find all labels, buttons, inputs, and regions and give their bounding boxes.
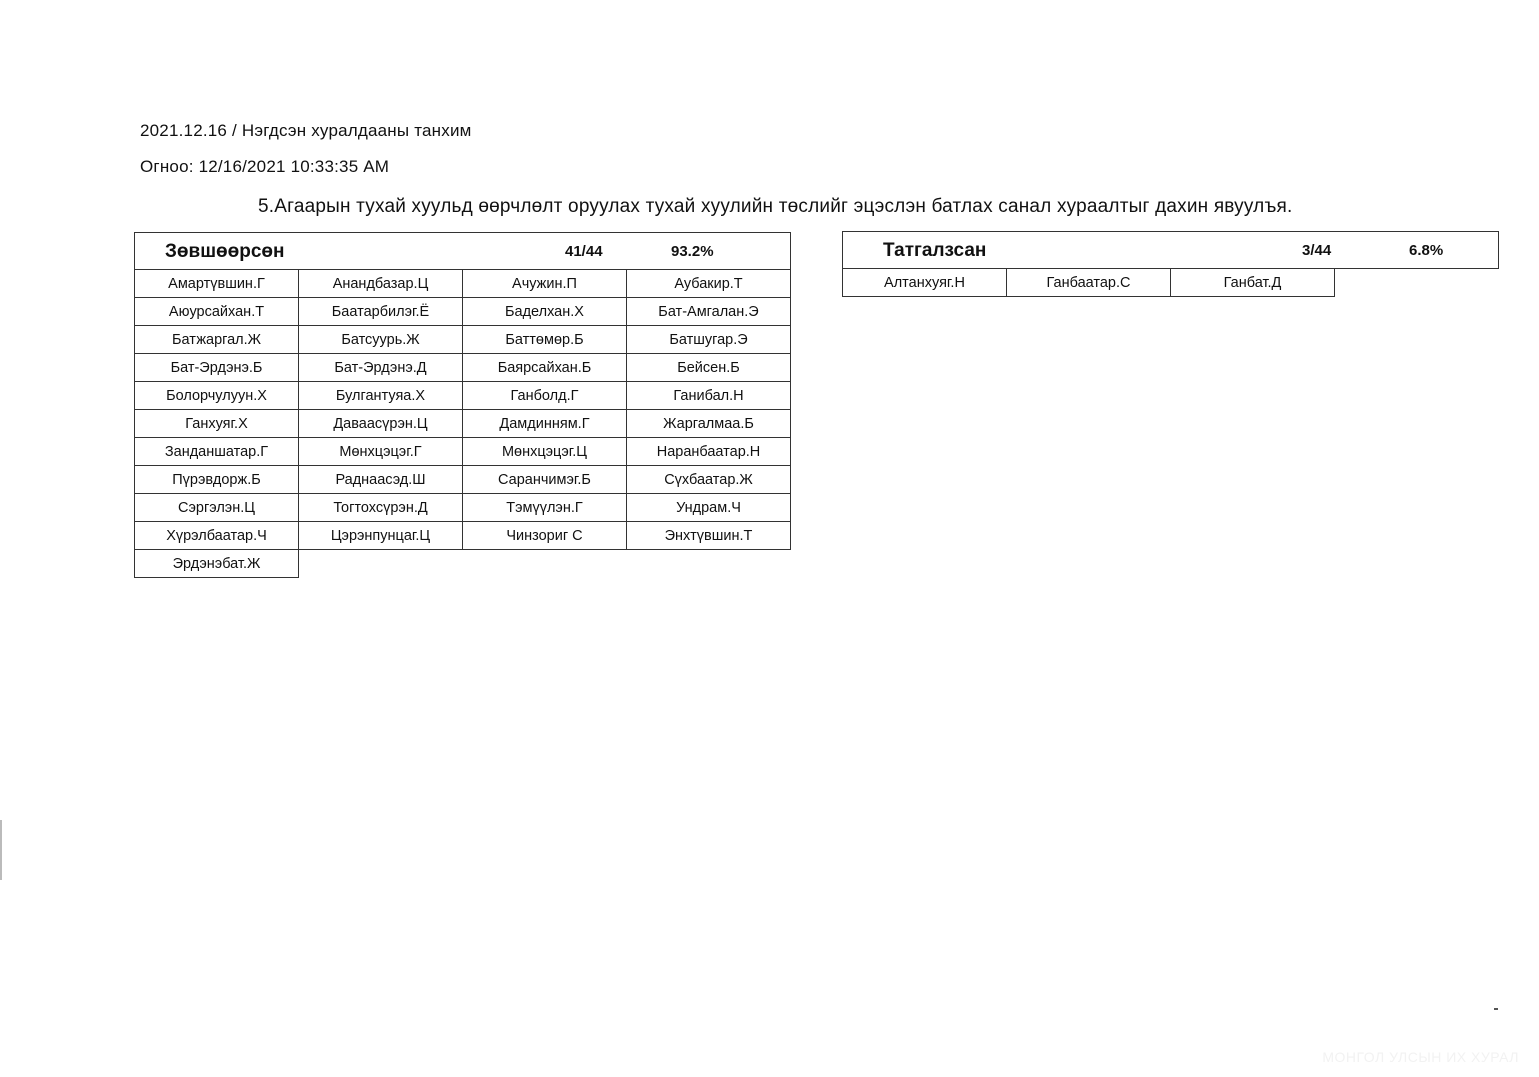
member-name-cell: Ганболд.Г <box>463 382 627 410</box>
member-name-cell: Тогтохсүрэн.Д <box>299 494 463 522</box>
member-name-cell: Наранбаатар.Н <box>627 438 791 466</box>
member-name-cell: Раднаасэд.Ш <box>299 466 463 494</box>
rejected-percent: 6.8% <box>1409 242 1444 259</box>
member-name-cell: Булгантуяа.Х <box>299 382 463 410</box>
watermark-text: МОНГОЛ УЛСЫН ИХ ХУРАЛ <box>1322 1049 1519 1065</box>
member-name-cell: Аубакир.Т <box>627 270 791 298</box>
member-name-cell: Мөнхцэцэг.Ц <box>463 438 627 466</box>
empty-cell <box>1335 269 1499 297</box>
agenda-title: 5.Агаарын тухай хуульд өөрчлөлт оруулах тухай хуулийн төслийг эцэслэн батлах санал хураалтыг дахин явуулъя. <box>258 196 1293 217</box>
member-name-cell: Сүхбаатар.Ж <box>627 466 791 494</box>
member-name-cell: Батшугар.Э <box>627 326 791 354</box>
member-name-cell: Ганбаатар.С <box>1007 269 1171 297</box>
approved-label: Зөвшөөрсөн <box>165 241 285 262</box>
name-row <box>135 494 791 522</box>
member-name-cell: Занданшатар.Г <box>135 438 299 466</box>
name-row <box>135 550 791 578</box>
member-name-cell: Ачужин.П <box>463 270 627 298</box>
member-name-cell: Чинзориг С <box>463 522 627 550</box>
approved-percent: 93.2% <box>671 243 714 260</box>
approved-header <box>135 233 791 270</box>
member-name-cell: Бат-Эрдэнэ.Д <box>299 354 463 382</box>
member-name-cell: Хүрэлбаатар.Ч <box>135 522 299 550</box>
vote-timestamp: Огноо: 12/16/2021 10:33:35 AM <box>140 157 390 176</box>
member-name-cell: Бат-Амгалан.Э <box>627 298 791 326</box>
member-name-cell: Баттөмөр.Б <box>463 326 627 354</box>
member-name-cell: Даваасүрэн.Ц <box>299 410 463 438</box>
member-name-cell: Ганбат.Д <box>1171 269 1335 297</box>
member-name-cell: Сэргэлэн.Ц <box>135 494 299 522</box>
member-name-cell: Саранчимэг.Б <box>463 466 627 494</box>
name-row <box>135 522 791 550</box>
session-date-location: 2021.12.16 / Нэгдсэн хуралдааны танхим <box>140 121 472 140</box>
scan-dot-mark <box>1494 1008 1498 1010</box>
empty-cell <box>627 550 791 578</box>
empty-cell <box>299 550 463 578</box>
name-row <box>135 354 791 382</box>
member-name-cell: Баатарбилэг.Ё <box>299 298 463 326</box>
approved-count: 41/44 <box>565 243 603 260</box>
rejected-header <box>843 232 1499 269</box>
member-name-cell: Бат-Эрдэнэ.Б <box>135 354 299 382</box>
member-name-cell: Цэрэнпунцаг.Ц <box>299 522 463 550</box>
scan-edge-mark <box>0 820 2 880</box>
name-row <box>843 269 1499 297</box>
member-name-cell: Ундрам.Ч <box>627 494 791 522</box>
member-name-cell: Жаргалмаа.Б <box>627 410 791 438</box>
member-name-cell: Эрдэнэбат.Ж <box>135 550 299 578</box>
empty-cell <box>463 550 627 578</box>
name-row <box>135 326 791 354</box>
member-name-cell: Баярсайхан.Б <box>463 354 627 382</box>
member-name-cell: Тэмүүлэн.Г <box>463 494 627 522</box>
member-name-cell: Амартүвшин.Г <box>135 270 299 298</box>
approved-votes-table <box>134 232 791 578</box>
member-name-cell: Баделхан.Х <box>463 298 627 326</box>
member-name-cell: Аюурсайхан.Т <box>135 298 299 326</box>
member-name-cell: Ганибал.Н <box>627 382 791 410</box>
rejected-label: Татгалзсан <box>883 240 987 261</box>
member-name-cell: Дамдинням.Г <box>463 410 627 438</box>
name-row <box>135 466 791 494</box>
rejected-count: 3/44 <box>1302 242 1332 259</box>
member-name-cell: Анандбазар.Ц <box>299 270 463 298</box>
member-name-cell: Мөнхцэцэг.Г <box>299 438 463 466</box>
name-row <box>135 270 791 298</box>
name-row <box>135 382 791 410</box>
name-row <box>135 438 791 466</box>
member-name-cell: Батсуурь.Ж <box>299 326 463 354</box>
member-name-cell: Пүрэвдорж.Б <box>135 466 299 494</box>
member-name-cell: Ганхуяг.Х <box>135 410 299 438</box>
name-row <box>135 298 791 326</box>
member-name-cell: Алтанхуяг.Н <box>843 269 1007 297</box>
member-name-cell: Энхтүвшин.Т <box>627 522 791 550</box>
member-name-cell: Болорчулуун.Х <box>135 382 299 410</box>
member-name-cell: Бейсен.Б <box>627 354 791 382</box>
name-row <box>135 410 791 438</box>
rejected-votes-table <box>842 231 1499 297</box>
member-name-cell: Батжаргал.Ж <box>135 326 299 354</box>
